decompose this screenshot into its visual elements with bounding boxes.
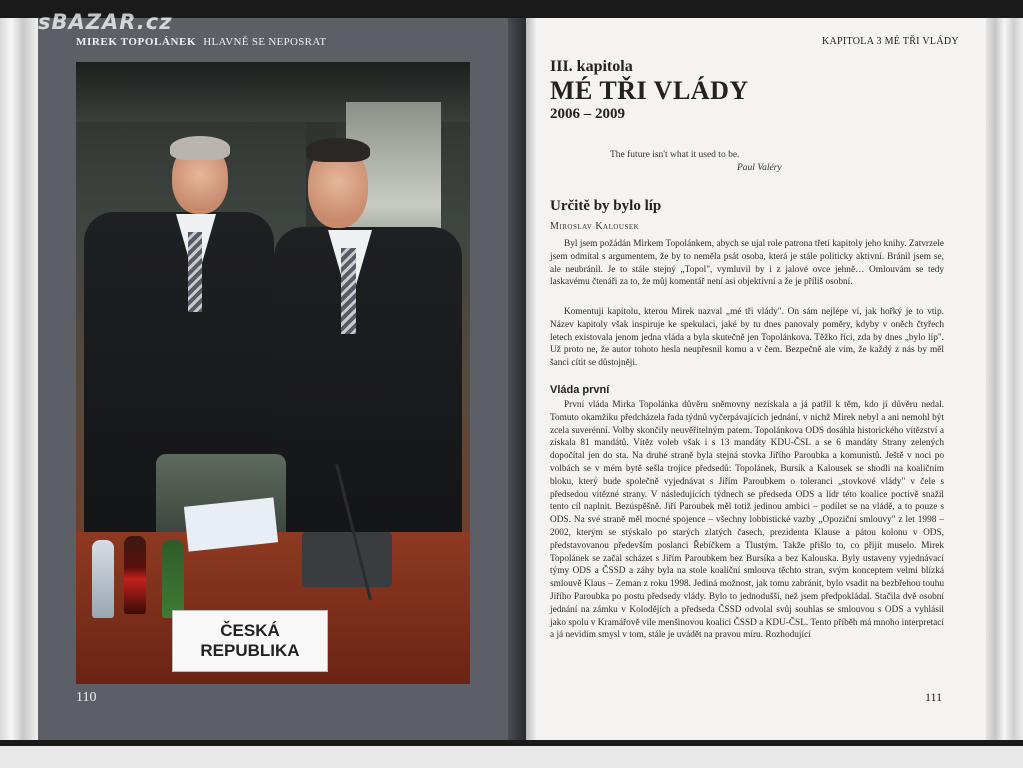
- chapter-title: MÉ TŘI VLÁDY: [550, 76, 749, 105]
- bottom-strip: [0, 746, 1023, 768]
- photo-nameplate: [172, 610, 328, 672]
- paragraph-1: Byl jsem požádán Mirkem Topolánkem, abych se ujal role patrona třetí kapitoly jeho knihy. Zatvrzele jsem odmítal s argumentem, že by to neměla psát osoba, která je stále politicky aktivní. Bránil jsem se, ale neubránil. Je to stále stejný „Topol", vymluvil by i z jalové ovce jehně… Omlouvám se tedy laskavému čtenáři za to, že můj komentář není asi objektivní a že je příliš osobní.: [550, 239, 944, 288]
- chapter-number: III. kapitola: [550, 58, 633, 75]
- nameplate-line-2: REPUBLIKA: [200, 641, 300, 660]
- essay-title: Určitě by bylo líp: [550, 198, 662, 214]
- watermark-logo: sBAZAR.cz: [38, 10, 173, 34]
- chapter-years: 2006 – 2009: [550, 106, 625, 122]
- photo-papers: [184, 497, 278, 551]
- left-page-edge: [0, 18, 38, 740]
- left-running-header: [76, 36, 326, 48]
- press-photo: [76, 62, 470, 684]
- running-header-author: MIREK TOPOLÁNEK: [76, 36, 197, 48]
- section-paragraph: První vláda Mirka Topolánka důvěru sněmovny nezískala a já patřil k těm, kdo jí důvěru nedal. Tomuto okamžiku předcházela řada týdnů vyčerpávajících jednání, v nichž Mirek nebyl a ani nemohl být zcela suverénní. Volby skončily neuvěřitelným patem. Topolánkova ODS dosáhla historického vítězství a získala 81 mandátů. Vítěz voleb však i s 13 mandáty KDU-ČSL a se 6 mandáty Strany zelených dopočítal jen do sta. Na druhé straně byla stejná stovka Jiřího Paroubka a komunistů. Ještě v noci po volbách se v mém bytě sešla trojice předsedů: Topolánek, Bursík a Kalousek se shodli na koaličním bloku, který bude společně vyjednávat s Jiřím Paroubkem o toleranci „stovkové vlády" v čele s předsedou vítězné strany. V následujících týdnech se předseda ODS a lídr této koalice poctivě snažil tento cíl naplnit. Bezúspěšně. Jiří Paroubek měl totiž jedinou ambici – podílet se na vládě, a to pouze s ODS. Na své straně měl mocné spojence – všechny lobbistické vazby „Opoziční smlouvy" z let 1998 – 2002, kterým se stýskalo po starých zlatých časech, prezidenta Klause a pátou kolonu v ODS, představovanou především poslanci Řebíčkem a Tlustým. Takže přišlo to, co přijít muselo. Mirek Topolánek se začal scházet s Jiřím Paroubkem bez Bursíka a bez Kalouska. Byly ustaveny vyjednávací týmy ODS a ČSSD a záhy byla na stole koaliční smlouva těchto stran, svým konceptem velmi blízká smlouvě Klaus – Zeman z roku 1998. Jediná možnost, jak tomu zabránit, bylo vsadit na bezbřehou touhu Jiřího Paroubka po postu předsedy vlády. Bylo to jednodušší, než jsem předpokládal. Stačila dvě osobní jednání na zámku v Kolodějích a předseda ČSSD odvolal svůj souhlas se smlouvou s ODS a vyhlásil jako spolu v Kramářově vile menšinovou koalici ČSSD a KDU-ČSL. Tento příběh má mnoho interpretací a já nevidím smysl v tom, stále je uvádět na pravou míru. Rozhodující: [550, 400, 944, 641]
- nameplate-line-1: ČESKÁ: [220, 621, 280, 640]
- right-running-header: KAPITOLA 3 MÉ TŘI VLÁDY: [822, 36, 959, 47]
- right-gutter: [526, 18, 536, 740]
- left-gutter: [508, 18, 526, 740]
- paragraph-2: Komentuji kapitolu, kterou Mirek nazval „mé tři vlády". On sám nejlépe ví, jak hořký je to vtip. Název kapitoly však inspiruje ke spekulaci, jaké by tu dnes panovaly poměry, kdyby v oněch čtyřech letech existovala jenom jedna vláda a byla skutečně jen Topolánkova. Těžko říci, zda by dnes „bylo líp". Už proto ne, že autor tohoto hesla neupřesnil komu a v čem. Bezpečně ale vím, že každý z nás by měl šanci cítit se důstojněji.: [550, 307, 944, 369]
- page-number-left: 110: [76, 690, 97, 705]
- running-header-title: HLAVNĚ SE NEPOSRAT: [203, 36, 327, 48]
- photo-bottle-water: [92, 540, 114, 618]
- essay-author: Miroslav Kalousek: [550, 221, 640, 232]
- page-number-right: 111: [925, 690, 943, 704]
- right-page-edge: [986, 18, 1023, 740]
- photo-bottle-cola: [124, 536, 146, 614]
- epigraph: The future isn't what it used to be.: [610, 150, 740, 160]
- section-heading: Vláda první: [550, 384, 610, 396]
- photo-conference-phone: [302, 532, 392, 587]
- photo-bottle-green: [162, 540, 184, 618]
- epigraph-author: Paul Valéry: [737, 163, 782, 173]
